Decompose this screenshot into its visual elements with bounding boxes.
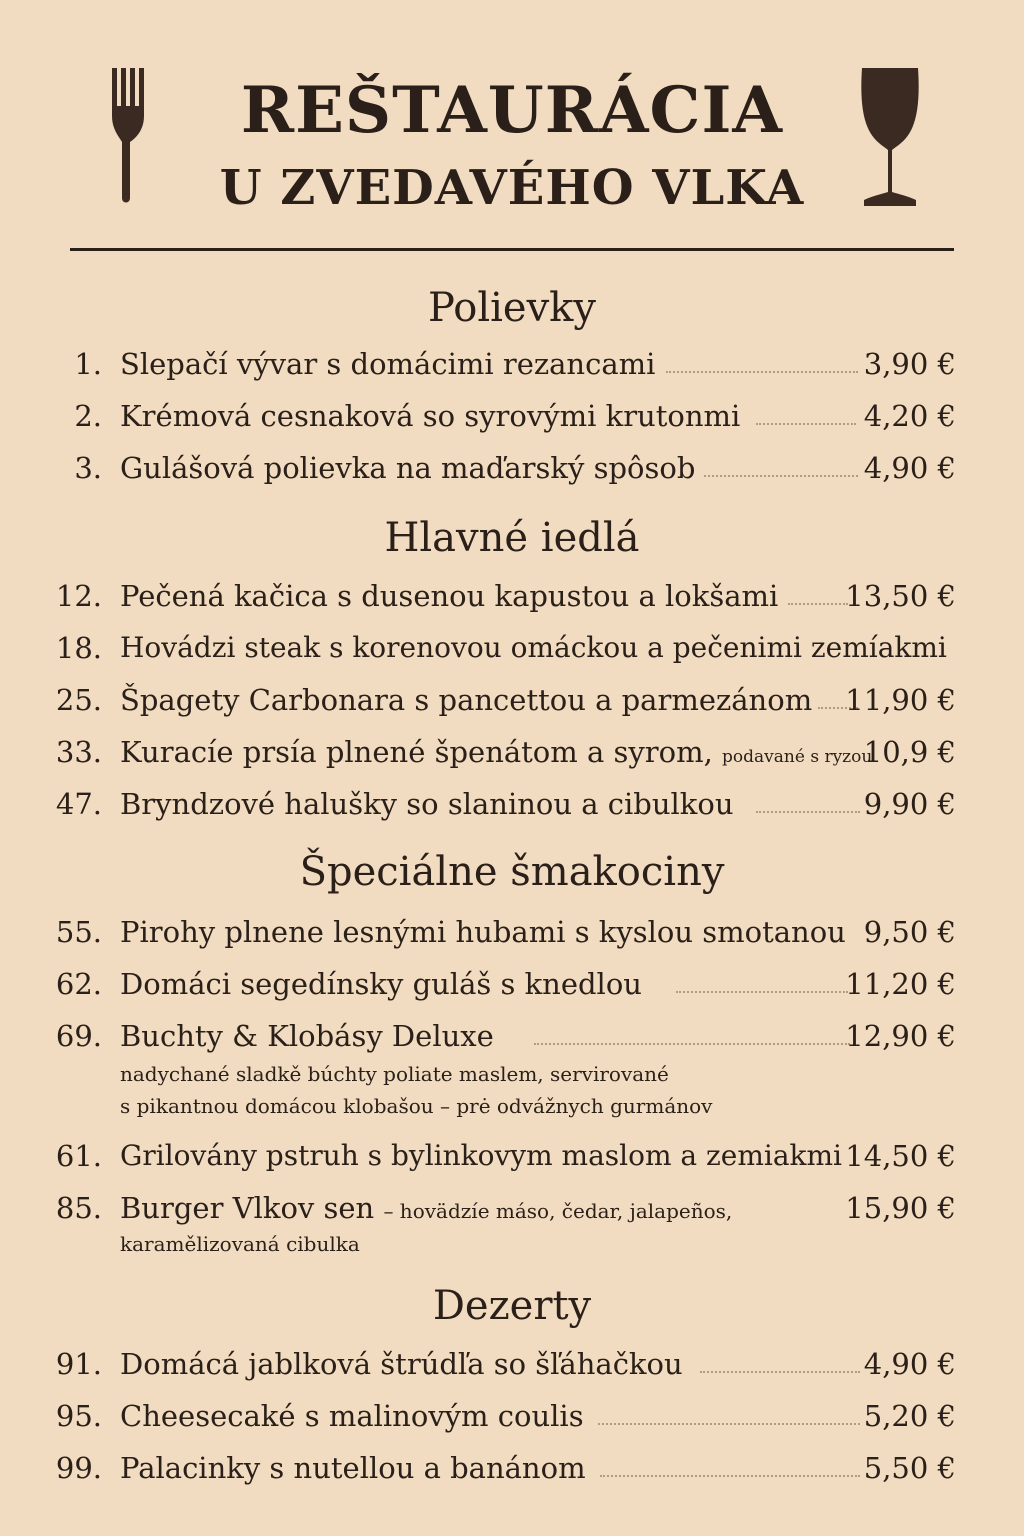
leader-dots: [700, 1371, 860, 1373]
menu-item: [0, 1190, 1024, 1230]
item-name-text: Kuracíe prsía plnené špenátom a syrom,: [120, 735, 713, 769]
item-name: [120, 734, 872, 775]
item-price: 9,90 €: [863, 787, 956, 821]
item-price: 5,20 €: [863, 1399, 956, 1433]
menu-item: [0, 682, 1024, 722]
section-title-desserts: Dezerty: [432, 1283, 592, 1329]
item-price: 5,50 €: [863, 1451, 956, 1485]
leader-dots: [666, 371, 858, 373]
item-number: 62.: [55, 967, 102, 1001]
item-price: 9,50 €: [863, 915, 956, 949]
menu-item: [0, 1346, 1024, 1386]
menu-header: [0, 60, 1024, 220]
menu-item: [0, 786, 1024, 826]
menu-item: [0, 398, 1024, 438]
item-number: 2.: [74, 399, 102, 433]
item-number: 3.: [74, 451, 102, 485]
item-description: karamělizovaná cibulka: [120, 1232, 360, 1256]
item-name-text: Burger Vlkov sen: [120, 1191, 375, 1225]
item-name: Krémová cesnaková so syrovými krutonmi: [120, 399, 741, 433]
wine-glass-icon: [858, 68, 922, 208]
item-price: 15,90 €: [845, 1191, 956, 1225]
item-number: 12.: [55, 579, 102, 613]
item-name: Hovádzi steak s korenovou omáckou a pečenimi zemíakmi: [120, 631, 947, 664]
item-name: Grilovány pstruh s bylinkovym maslom a zemiakmi: [120, 1139, 843, 1172]
menu-item: [0, 1018, 1024, 1058]
header-divider: [70, 248, 954, 251]
item-price: 4,20 €: [863, 399, 956, 433]
item-note: – hovädzíe máso, čedar, jalapeños,: [383, 1199, 733, 1223]
item-name: Palacinky s nutellou a banánom: [120, 1451, 586, 1485]
leader-dots: [598, 1423, 860, 1425]
section-title-soups: Polievky: [427, 285, 597, 331]
item-number: 91.: [55, 1347, 102, 1381]
item-price: 11,90 €: [845, 683, 956, 717]
item-name: Domácá jablková štrúdľa so šľáhačkou: [120, 1347, 683, 1381]
item-name: [120, 1190, 732, 1229]
item-name: Domáci segedínsky guláš s knedlou: [120, 967, 642, 1001]
item-note: podavané s ryzou: [722, 747, 873, 767]
item-number: 61.: [55, 1139, 102, 1173]
menu-item: [0, 1138, 1024, 1178]
item-number: 47.: [55, 787, 102, 821]
item-number: 18.: [55, 631, 102, 665]
section-title-mains: Hlavné iedlá: [384, 515, 640, 561]
item-name: Pečená kačica s dusenou kapustou a lokšami: [120, 579, 779, 613]
item-name: Gulášová polievka na maďarský spôsob: [120, 451, 696, 485]
leader-dots: [676, 991, 848, 993]
menu-item: [0, 346, 1024, 386]
item-price: 11,20 €: [845, 967, 956, 1001]
menu-item: [0, 1450, 1024, 1490]
item-description: nadychané sladkě búchty poliate maslem, servirované: [120, 1062, 669, 1086]
menu-item: [0, 1398, 1024, 1438]
leader-dots: [788, 603, 848, 605]
leader-dots: [600, 1475, 860, 1477]
leader-dots: [756, 423, 856, 425]
item-number: 95.: [55, 1399, 102, 1433]
item-description: s pikantnou domácou klobašou – prė odvážnych gurmánov: [120, 1094, 713, 1118]
item-price: 13,50 €: [845, 579, 956, 613]
item-name: Špagety Carbonara s pancettou a parmezánom: [120, 683, 813, 717]
item-number: 99.: [55, 1451, 102, 1485]
menu-item: [0, 450, 1024, 490]
leader-dots: [756, 811, 860, 813]
menu-item: [0, 734, 1024, 774]
item-number: 69.: [55, 1019, 102, 1053]
section-title-specials: Špeciálne šmakociny: [299, 849, 725, 895]
leader-dots: [704, 475, 858, 477]
item-price: 4,90 €: [863, 451, 956, 485]
item-price: 10,9 €: [863, 735, 956, 769]
leader-dots: [534, 1043, 850, 1045]
restaurant-subtitle: U ZVEDAVÉHO VLKA: [219, 160, 805, 216]
menu-item: [0, 966, 1024, 1006]
menu-item: [0, 630, 1024, 670]
item-name: Cheesecaké s malinovým coulis: [120, 1399, 584, 1433]
item-number: 85.: [55, 1191, 102, 1225]
item-number: 33.: [55, 735, 102, 769]
item-name: Bryndzové halušky so slaninou a cibulkou: [120, 787, 734, 821]
item-number: 55.: [55, 915, 102, 949]
item-number: 25.: [55, 683, 102, 717]
item-name: Slepačí vývar s domácimi rezancami: [120, 347, 656, 381]
item-price: 12,90 €: [845, 1019, 956, 1053]
item-name: Pirohy plnene lesnými hubami s kyslou smotanou: [120, 915, 846, 949]
item-price: 14,50 €: [845, 1139, 956, 1173]
menu-item: [0, 578, 1024, 618]
menu-item: [0, 914, 1024, 954]
item-number: 1.: [74, 347, 102, 381]
restaurant-title: REŠTAURÁCIA: [240, 73, 784, 148]
item-price: 4,90 €: [863, 1347, 956, 1381]
item-price: 3,90 €: [863, 347, 956, 381]
item-name: Buchty & Klobásy Deluxe: [120, 1019, 494, 1053]
